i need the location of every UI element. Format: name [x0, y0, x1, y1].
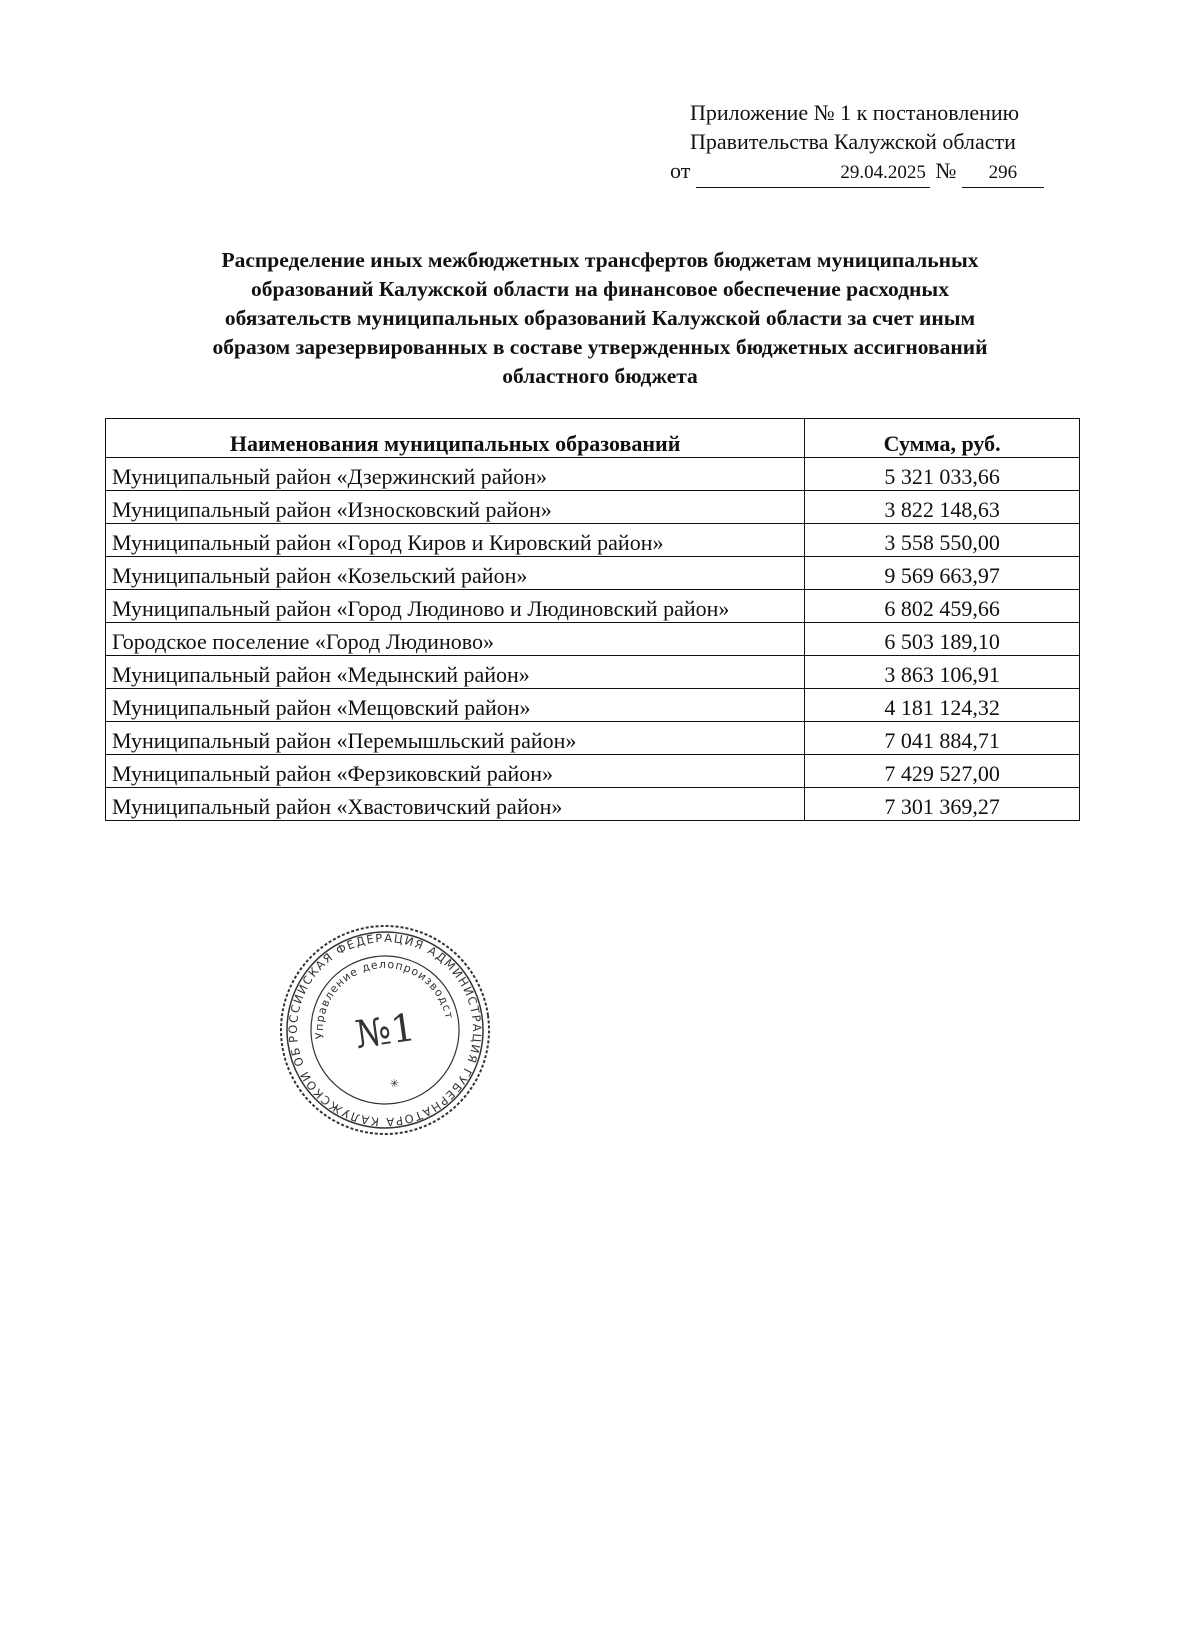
table-row: [106, 755, 1080, 788]
amount: 3 822 148,63: [805, 491, 1080, 524]
title-line: образом зарезервированных в составе утвержденных бюджетных ассигнований: [212, 335, 988, 359]
appendix-line-2: Правительства Калужской области: [690, 129, 1016, 154]
amount: 9 569 663,97: [805, 557, 1080, 590]
municipality-name: Муниципальный район «Медынский район»: [106, 656, 805, 689]
date-prefix: от: [670, 158, 691, 183]
distribution-table: [105, 418, 1080, 821]
stamp-outer-text: РОССИЙСКАЯ ФЕДЕРАЦИЯ АДМИНИСТРАЦИЯ ГУБЕРНАТОРА КАЛУЖСКОЙ ОБЛАСТИ: [285, 930, 485, 1130]
number-sign: №: [935, 158, 957, 183]
municipality-name: Муниципальный район «Перемышльский район»: [106, 722, 805, 755]
municipality-name: Городское поселение «Город Людиново»: [106, 623, 805, 656]
municipality-name: Муниципальный район «Дзержинский район»: [106, 458, 805, 491]
table-row: [106, 689, 1080, 722]
municipality-name: Муниципальный район «Износковский район»: [106, 491, 805, 524]
appendix-header: [670, 98, 1090, 188]
table-row: [106, 590, 1080, 623]
svg-text:✳: ✳: [389, 1076, 401, 1091]
amount: 4 181 124,32: [805, 689, 1080, 722]
municipality-name: Муниципальный район «Город Людиново и Людиновский район»: [106, 590, 805, 623]
appendix-line-1: Приложение № 1 к постановлению: [690, 100, 1020, 125]
title-line: образований Калужской области на финансовое обеспечение расходных: [251, 277, 949, 301]
amount: 3 558 550,00: [805, 524, 1080, 557]
column-header-sum: Сумма, руб.: [805, 419, 1080, 458]
table-header-row: [106, 419, 1080, 458]
amount: 3 863 106,91: [805, 656, 1080, 689]
title-line: областного бюджета: [502, 364, 698, 388]
municipality-name: Муниципальный район «Козельский район»: [106, 557, 805, 590]
column-header-name: Наименования муниципальных образований: [106, 419, 805, 458]
table-row: [106, 623, 1080, 656]
amount: 5 321 033,66: [805, 458, 1080, 491]
table-row: [106, 722, 1080, 755]
table-row: [106, 656, 1080, 689]
table-row: [106, 524, 1080, 557]
stamp-center-text: №1: [352, 1005, 418, 1057]
stamp-inner-text: Управление делопроизводства: [312, 957, 457, 1040]
document-title: [100, 246, 1100, 391]
amount: 7 301 369,27: [805, 788, 1080, 821]
document-number: 296: [962, 158, 1044, 188]
title-line: Распределение иных межбюджетных трансфертов бюджетам муниципальных: [221, 248, 979, 272]
table-row: [106, 788, 1080, 821]
official-seal-stamp: [275, 920, 495, 1140]
amount: 6 503 189,10: [805, 623, 1080, 656]
municipality-name: Муниципальный район «Мещовский район»: [106, 689, 805, 722]
appendix-date-line: [670, 156, 1070, 188]
municipality-name: Муниципальный район «Ферзиковский район»: [106, 755, 805, 788]
amount: 6 802 459,66: [805, 590, 1080, 623]
municipality-name: Муниципальный район «Хвастовичский район»: [106, 788, 805, 821]
table-row: [106, 491, 1080, 524]
document-date: 29.04.2025: [696, 158, 930, 188]
table-row: [106, 557, 1080, 590]
amount: 7 429 527,00: [805, 755, 1080, 788]
amount: 7 041 884,71: [805, 722, 1080, 755]
municipality-name: Муниципальный район «Город Киров и Кировский район»: [106, 524, 805, 557]
table-row: [106, 458, 1080, 491]
title-line: обязательств муниципальных образований Калужской области за счет иным: [224, 306, 976, 330]
